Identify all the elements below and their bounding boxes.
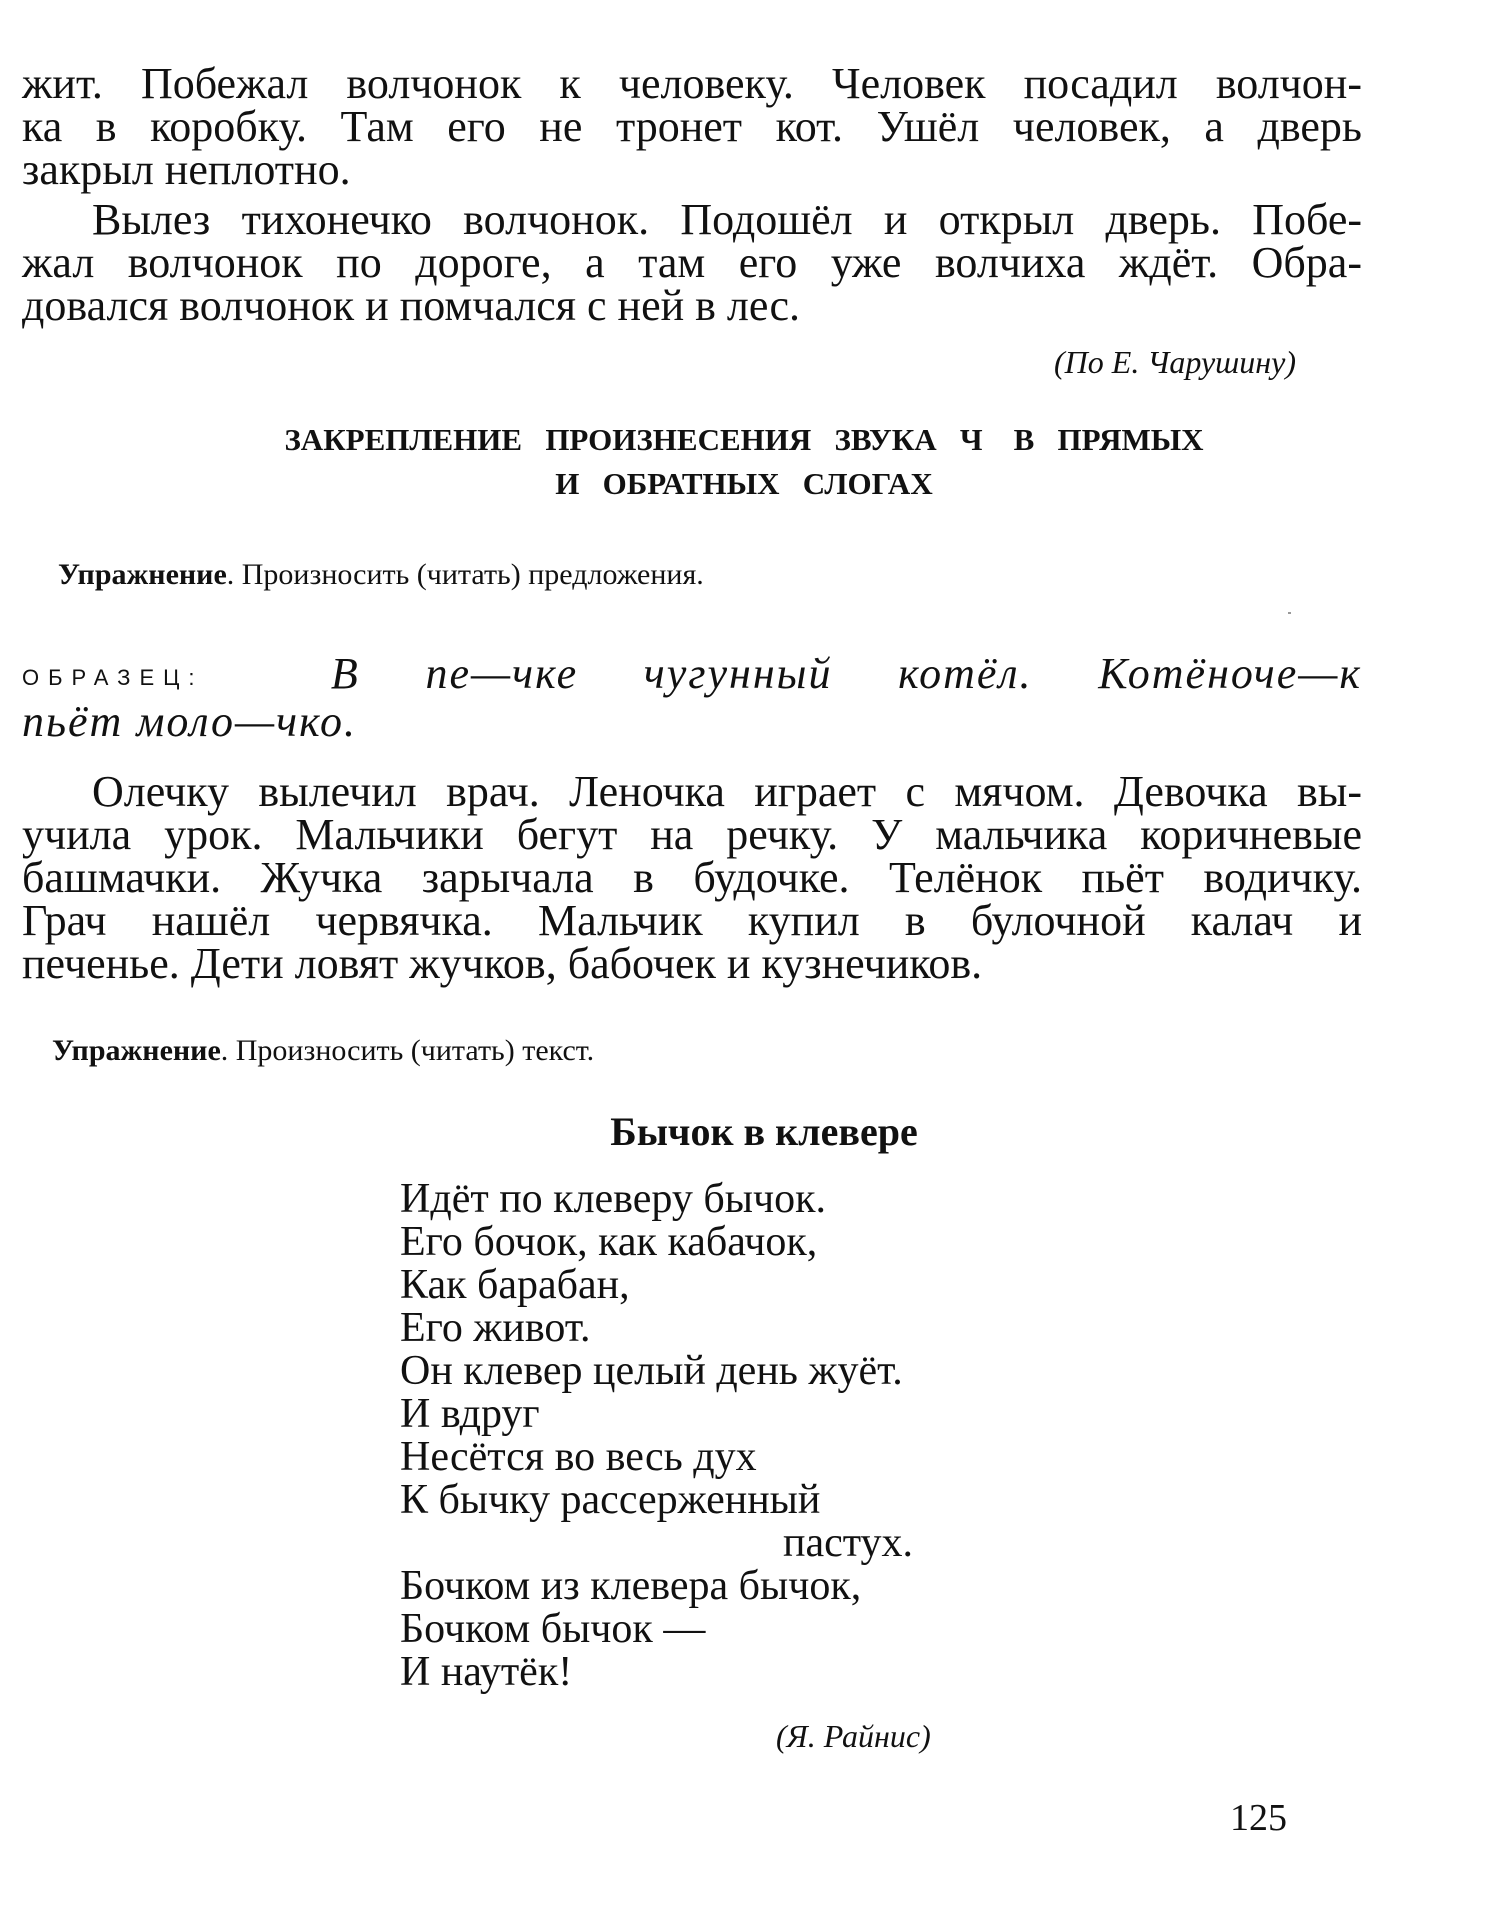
paragraph-story-end — [22, 195, 1362, 330]
exercise-instruction — [58, 558, 704, 592]
poem-line: И наутёк! — [400, 1649, 573, 1695]
poem-attribution: (Я. Райнис) — [776, 1718, 931, 1754]
text-line: башмачки. Жучка зарычала в будочке. Телёнок пьёт водичку. — [22, 853, 1362, 902]
text-line: Грач нашёл червячка. Мальчик купил в булочной калач и — [22, 896, 1362, 945]
sample-text: В пе—чке чугунный котёл. Котёноче—к — [330, 649, 1362, 698]
exercise-instruction — [52, 1034, 594, 1068]
text-line: довался волчонок и помчался с ней в лес. — [22, 281, 801, 330]
page-number: 125 — [1230, 1797, 1287, 1839]
poem-line: Как барабан, — [400, 1262, 630, 1308]
poem-line: Идёт по клеверу бычок. — [400, 1176, 826, 1222]
text-line: ка в коробку. Там его не тронет кот. Ушёл человек, а дверь — [22, 102, 1362, 151]
text-line: учила урок. Мальчики бегут на речку. У мальчика коричневые — [22, 810, 1362, 859]
text-line: закрыл неплотно. — [22, 145, 351, 194]
exercise-text: . Произносить (читать) текст. — [220, 1034, 595, 1067]
sample-block — [22, 649, 1362, 746]
text-line: жал волчонок по дороге, а там его уже волчиха ждёт. Обра- — [22, 238, 1362, 287]
text-line: печенье. Дети ловят жучков, бабочек и кузнечиков. — [22, 939, 983, 988]
section-heading-line: И ОБРАТНЫХ СЛОГАХ — [555, 466, 933, 501]
poem-line: Его бочок, как кабачок, — [400, 1219, 818, 1265]
poem-line: Его живот. — [400, 1305, 591, 1351]
story-attribution: (По Е. Чарушину) — [1054, 344, 1297, 380]
text-line: Олечку вылечил врач. Леночка играет с мячом. Девочка вы- — [92, 767, 1362, 816]
poem-line: Несётся во весь дух — [400, 1434, 757, 1480]
section-heading-line: ЗАКРЕПЛЕНИЕ ПРОИЗНЕСЕНИЯ ЗВУКА Ч В ПРЯМЫХ — [284, 422, 1204, 457]
sample-line — [22, 649, 1362, 700]
text-line: жит. Побежал волчонок к человеку. Человек посадил волчон- — [22, 59, 1362, 108]
paragraph-continuation — [22, 59, 1362, 194]
text-line: Вылез тихонечко волчонок. Подошёл и открыл дверь. Побе- — [92, 195, 1362, 244]
poem-title: Бычок в клевере — [610, 1109, 918, 1154]
poem-line: Бочком бычок — — [400, 1606, 706, 1652]
sample-label: ОБРАЗЕЦ: — [22, 664, 204, 690]
poem-line: Он клевер целый день жуёт. — [400, 1348, 903, 1394]
poem-line: пастух. — [783, 1520, 914, 1566]
exercise-label: Упражнение — [52, 1034, 221, 1067]
exercise-text: . Произносить (читать) предложения. — [226, 558, 704, 591]
poem-line: И вдруг — [400, 1391, 540, 1437]
poem-body — [400, 1178, 1020, 1694]
poem-line: К бычку рассерженный — [400, 1477, 821, 1523]
sample-line: пьёт моло—чко. — [22, 696, 358, 746]
paragraph-sentences — [22, 767, 1362, 988]
scan-speck — [1288, 612, 1291, 614]
exercise-label: Упражнение — [58, 558, 227, 591]
poem-line: Бочком из клевера бычок, — [400, 1563, 862, 1609]
section-heading — [0, 418, 1488, 506]
